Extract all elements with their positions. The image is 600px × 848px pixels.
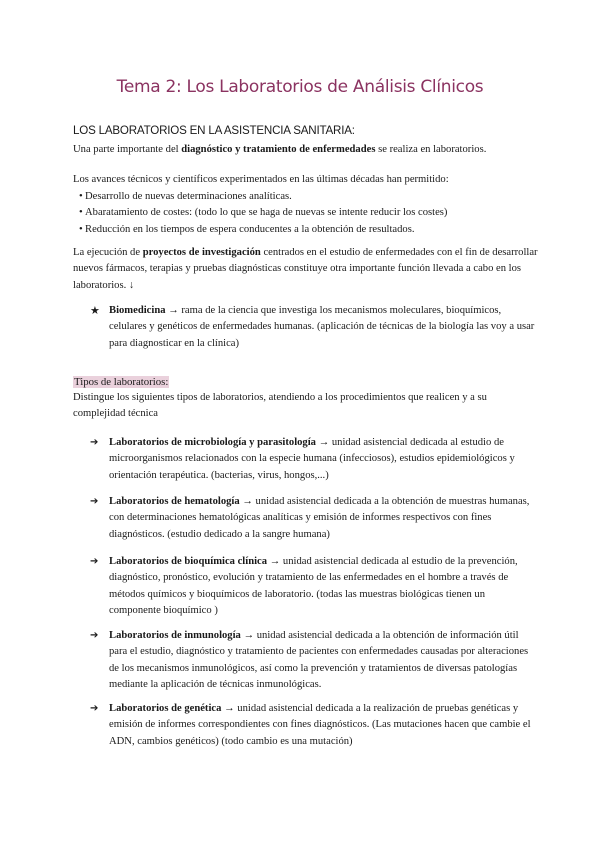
- arrow-right-icon: ➔: [90, 437, 99, 448]
- types-heading: Tipos de laboratorios:: [74, 376, 169, 388]
- lab-type-inmunologia: ➔ Laboratorios de inmunología → unidad asistencial dedicada a la obtención de información útil para el estudio, diagnóstico y tratamiento de pacientes con enfermedades causadas por alteraciones de los mecanismos inmunológicos, así como la prevención y tratamientos de diversas patologías mediante la aplicación de técnicas inmunológicas.: [90, 630, 529, 691]
- bullet-icon: •: [79, 207, 83, 219]
- intro-bold-phrase: diagnóstico y tratamiento de enfermedades: [181, 144, 376, 155]
- types-intro: Distingue los siguientes tipos de laboratorios, atendiendo a los procedimientos que realicen y a su complejidad técnica: [73, 392, 487, 420]
- lab-type-bioquimica: ➔ Laboratorios de bioquímica clínica → unidad asistencial dedicada al estudio de la prevención, diagnóstico, pronóstico, evolución y tratamiento de las enfermedades en el hombre a través de métodos químicos y bioquímicos de laboratorio. (todas las muestras biológicas tienen un componente bioquímico ): [90, 556, 518, 617]
- list-item: • Desarrollo de nuevas determinaciones analíticas.: [73, 189, 543, 205]
- star-icon: ★: [90, 305, 100, 317]
- research-paragraph: La ejecución de proyectos de investigación centrados en el estudio de enfermedades con el fin de desarrollar nuevos fármacos, terapias y pruebas diagnósticas constituye otra importante función llevada a cabo en los laboratorios. ↓: [73, 247, 538, 291]
- lab-type-term: Laboratorios de genética: [109, 703, 222, 714]
- arrow-right-icon: ➔: [90, 630, 99, 641]
- biomedicina-item: ★ Biomedicina → rama de la ciencia que investiga los mecanismos moleculares, bioquímicos, celulares y genéticos de enfermedades humanas. (aplicación de técnicas de la biología las voy a usar para diagnosticar en la clínica): [90, 305, 535, 349]
- arrow-right-icon: ➔: [90, 556, 99, 567]
- list-item: • Reducción en los tiempos de espera conducentes a la obtención de resultados.: [73, 222, 543, 238]
- lab-type-genetica: ➔ Laboratorios de genética → unidad asistencial dedicada a la realización de pruebas genéticas y emisión de informes correspondientes con fines diagnósticos. (Las mutaciones hacen que cambie el ADN, cambios genéticos) (todo cambio es una mutación): [90, 703, 531, 747]
- section-heading: LOS LABORATORIOS EN LA ASISTENCIA SANITARIA:: [73, 124, 355, 137]
- bullet-icon: •: [79, 223, 83, 235]
- bullet-icon: •: [79, 191, 83, 202]
- lab-type-microbiologia: ➔ Laboratorios de microbiología y parasitología → unidad asistencial dedicada al estudio de microorganismos relacionados con la especie humana (infecciosos), estudios epidemiológicos y orientación terapéutica. (bacterias, virus, hongos,...): [90, 437, 515, 481]
- lab-type-term: Laboratorios de inmunología: [109, 630, 241, 641]
- arrow-right-icon: ➔: [90, 496, 99, 507]
- lab-type-hematologia: ➔ Laboratorios de hematología → unidad asistencial dedicada a la obtención de muestras humanas, con determinaciones hematológicas analíticas y emisión de informes respectivos con fines diagnósticos. (estudio dedicado a la sangre humana): [90, 496, 530, 540]
- lab-type-term: Laboratorios de microbiología y parasitología: [109, 437, 316, 448]
- advances-lead: Los avances técnicos y científicos experimentados en las últimas décadas han permitido:: [73, 174, 449, 185]
- arrow-right-icon: ➔: [90, 703, 99, 714]
- advances-list: [73, 189, 543, 238]
- lab-type-term: Laboratorios de hematología: [109, 496, 240, 507]
- list-item: • Abaratamiento de costes: (todo lo que se haga de nuevas se intente reducir los costes): [73, 205, 543, 221]
- biomedicina-term: Biomedicina: [109, 305, 166, 316]
- lab-type-term: Laboratorios de bioquímica clínica: [109, 556, 268, 567]
- research-bold-phrase: proyectos de investigación: [142, 247, 261, 258]
- page-title: Tema 2: Los Laboratorios de Análisis Clínicos: [116, 77, 484, 97]
- intro-paragraph: Una parte importante del diagnóstico y tratamiento de enfermedades se realiza en laboratorios.: [73, 144, 487, 155]
